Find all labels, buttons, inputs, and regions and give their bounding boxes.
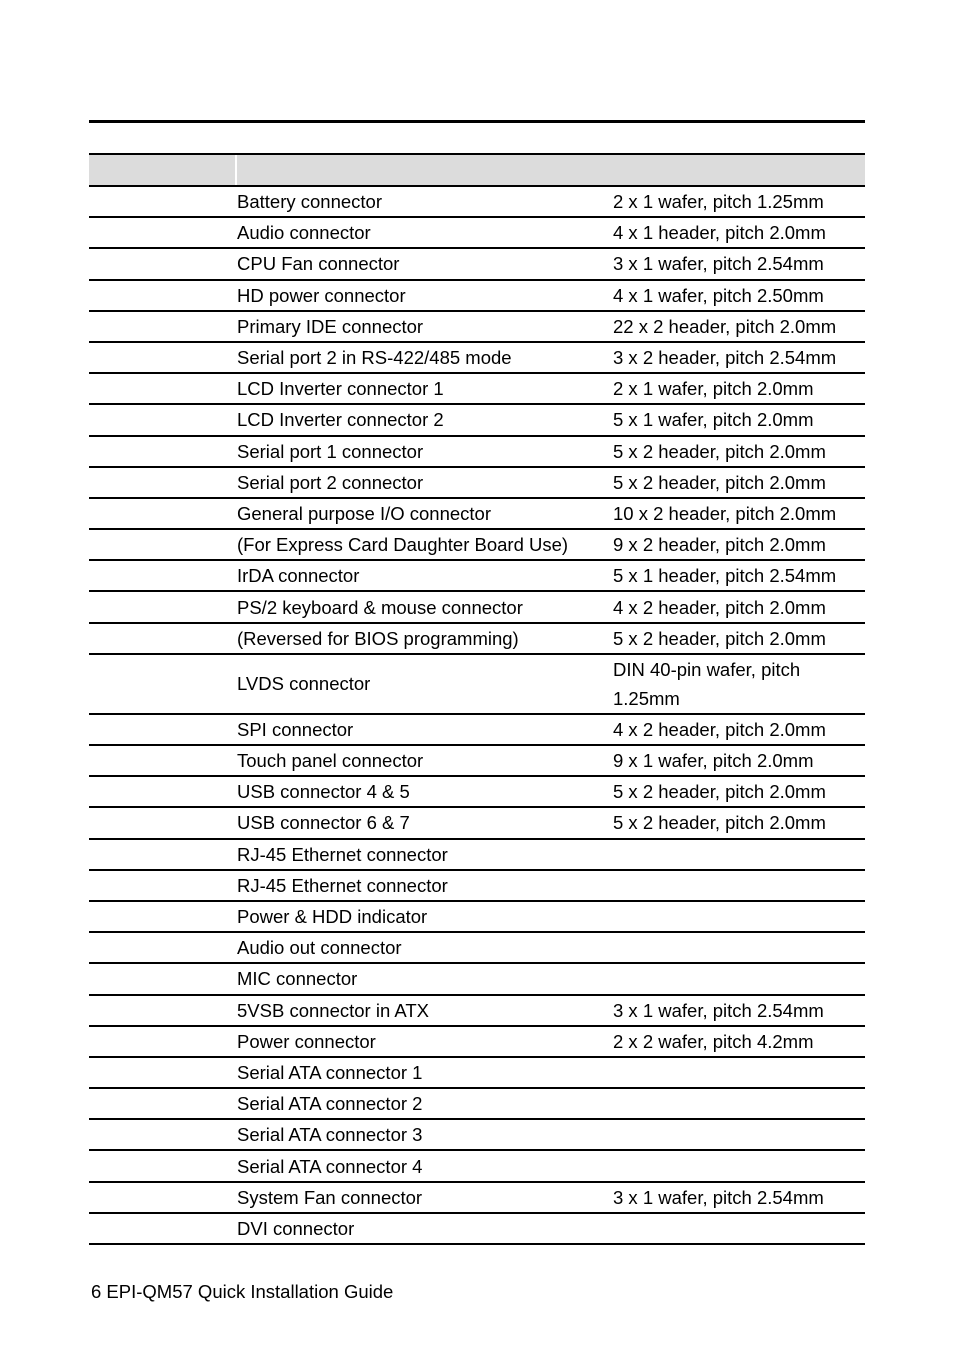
table-row [89,1027,865,1058]
function-cell: Power & HDD indicator [237,906,428,928]
function-cell: General purpose I/O connector [237,502,492,524]
function-cell: PS/2 keyboard & mouse connector [237,596,523,618]
type-cell: 2 x 2 wafer, pitch 4.2mm [613,1030,814,1052]
function-cell: RJ-45 Ethernet connector [237,874,448,896]
type-cell: 10 x 2 header, pitch 2.0mm [613,502,837,524]
table-row [89,624,865,655]
type-cell: 3 x 1 wafer, pitch 2.54mm [613,1186,824,1208]
function-cell: Serial ATA connector 4 [237,1155,423,1177]
table-row [89,530,865,561]
function-cell: (For Express Card Daughter Board Use) [237,534,569,556]
type-cell: 5 x 1 wafer, pitch 2.0mm [613,409,814,431]
type-cell: 4 x 1 header, pitch 2.0mm [613,222,826,244]
function-cell: (Reversed for BIOS programming) [237,627,519,649]
connector-table [89,153,865,1245]
function-cell: DVI connector [237,1217,355,1239]
table-row [89,218,865,249]
type-cell: 9 x 2 header, pitch 2.0mm [613,534,826,556]
table-row [89,1151,865,1182]
header-cell-label [89,155,237,185]
function-cell: Audio connector [237,222,371,244]
table-row [89,592,865,623]
table-row [89,1214,865,1245]
table-row [89,902,865,933]
function-cell: CPU Fan connector [237,253,400,275]
type-cell: 5 x 2 header, pitch 2.0mm [613,781,826,803]
type-cell: 5 x 2 header, pitch 2.0mm [613,812,826,834]
type-cell: 2 x 1 wafer, pitch 1.25mm [613,191,824,213]
function-cell: IrDA connector [237,565,360,587]
type-cell: 5 x 1 header, pitch 2.54mm [613,565,837,587]
table-header [89,153,865,187]
function-cell: Serial ATA connector 2 [237,1093,423,1115]
table-row [89,437,865,468]
function-cell: Serial port 2 connector [237,471,424,493]
type-cell: 5 x 2 header, pitch 2.0mm [613,471,826,493]
function-cell: Serial ATA connector 1 [237,1061,423,1083]
function-cell: Primary IDE connector [237,315,424,337]
type-cell: 4 x 2 header, pitch 2.0mm [613,596,826,618]
type-cell: 3 x 1 wafer, pitch 2.54mm [613,253,824,275]
function-cell: Power connector [237,1030,376,1052]
table-row [89,312,865,343]
table-row [89,840,865,871]
type-cell: 3 x 2 header, pitch 2.54mm [613,347,837,369]
function-cell: MIC connector [237,968,358,990]
table-row [89,281,865,312]
table-row [89,561,865,592]
table-row [89,996,865,1027]
table-row [89,777,865,808]
function-cell: Serial ATA connector 3 [237,1124,423,1146]
function-cell: LCD Inverter connector 2 [237,409,444,431]
function-cell: LCD Inverter connector 1 [237,378,444,400]
page-footer: 6 EPI-QM57 Quick Installation Guide [91,1281,394,1302]
function-cell: Audio out connector [237,937,402,959]
function-cell: System Fan connector [237,1186,423,1208]
table-row [89,746,865,777]
type-cell: 4 x 1 wafer, pitch 2.50mm [613,284,824,306]
table-row [89,468,865,499]
function-cell: Battery connector [237,191,382,213]
table-row [89,374,865,405]
table-row [89,1120,865,1151]
table-row [89,808,865,839]
function-cell: HD power connector [237,284,406,306]
type-cell: 22 x 2 header, pitch 2.0mm [613,315,837,337]
function-cell: 5VSB connector in ATX [237,999,429,1021]
function-cell: Serial port 2 in RS-422/485 mode [237,347,512,369]
table-row [89,655,865,715]
table-row [89,343,865,374]
type-cell: 4 x 2 header, pitch 2.0mm [613,718,826,740]
table-body [89,187,865,1245]
type-cell: 3 x 1 wafer, pitch 2.54mm [613,999,824,1021]
table-row [89,964,865,995]
header-cell-function [237,155,865,185]
table-row [89,715,865,746]
table-row [89,405,865,436]
type-cell: 2 x 1 wafer, pitch 2.0mm [613,378,814,400]
type-cell: DIN 40-pin wafer, pitch 1.25mm [613,658,801,709]
table-row [89,1089,865,1120]
table-row [89,249,865,280]
function-cell: RJ-45 Ethernet connector [237,843,448,865]
function-cell: Serial port 1 connector [237,440,424,462]
table-row [89,187,865,218]
function-cell: SPI connector [237,718,354,740]
table-row [89,499,865,530]
type-cell: 5 x 2 header, pitch 2.0mm [613,440,826,462]
type-cell: 9 x 1 wafer, pitch 2.0mm [613,750,814,772]
top-rule [89,120,865,123]
table-row [89,1183,865,1214]
table-row [89,871,865,902]
table-row [89,1058,865,1089]
function-cell: Touch panel connector [237,750,424,772]
table-row [89,933,865,964]
function-cell: USB connector 4 & 5 [237,781,410,803]
type-cell: 5 x 2 header, pitch 2.0mm [613,627,826,649]
function-cell: LVDS connector [237,673,371,695]
function-cell: USB connector 6 & 7 [237,812,410,834]
